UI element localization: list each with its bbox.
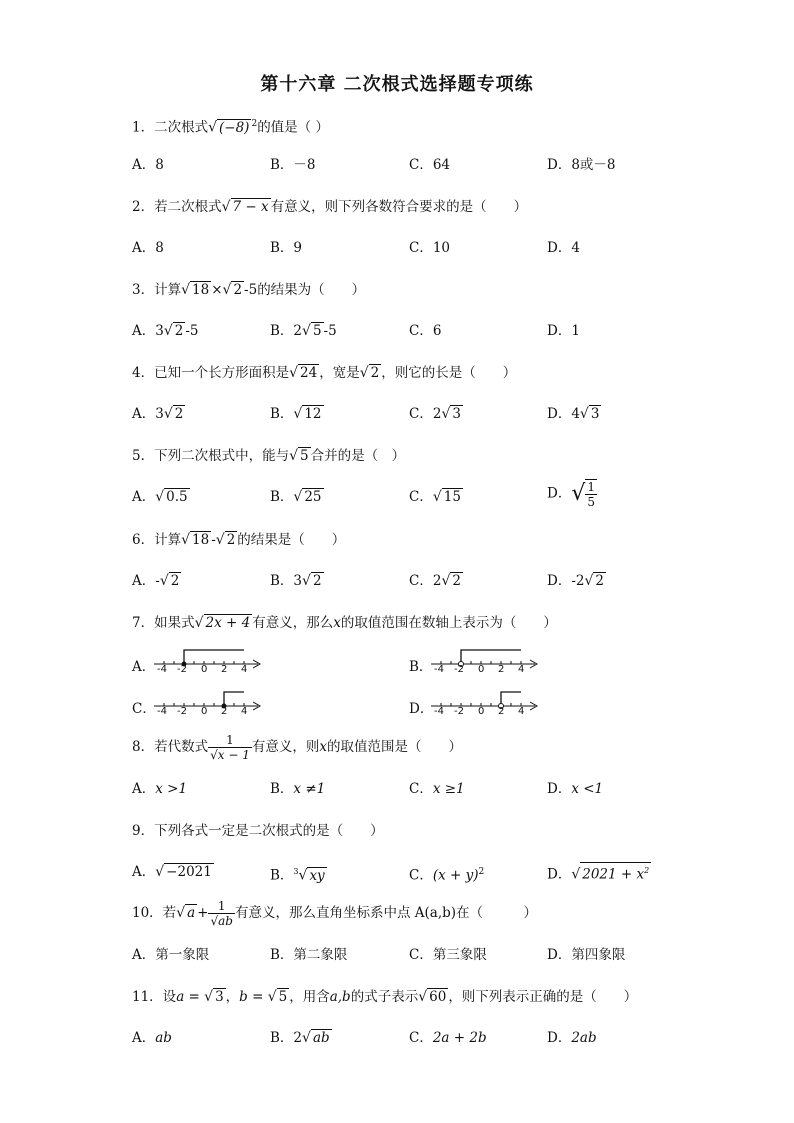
q8-a-label: A． [132, 781, 156, 797]
q9-option-c[interactable] [409, 862, 484, 886]
q2-options [132, 238, 692, 260]
q6-radicand-2: 2 [226, 532, 236, 548]
q10-plus: + [197, 905, 209, 921]
q6-prefix: 6．计算 [132, 532, 182, 548]
q8-d-label: D． [547, 781, 572, 797]
q9-options [132, 862, 692, 884]
q9-option-d[interactable]: D．√ $2021 + x^2$ [547, 862, 651, 885]
q1-options [132, 155, 692, 177]
q4-mid: ，宽是 [319, 365, 360, 381]
q3-b-coef: 2 [293, 323, 303, 339]
tick-label: -2 [177, 706, 187, 717]
q8-c-expr: x ≥1 [432, 781, 465, 797]
q8-d-expr: x <1 [571, 781, 604, 797]
q4-c-rad: 3 [452, 406, 461, 422]
q5-d-frac [585, 479, 597, 509]
q2-radicand: 7 − x [232, 199, 269, 215]
q8-c-label: C． [409, 781, 433, 797]
q5-b-label: B． [270, 489, 294, 505]
q5-c-label: C． [409, 489, 433, 505]
q11-r-b: 5 [278, 989, 288, 1005]
q3-b-tail: -5 [323, 323, 337, 339]
q3-prefix: 3．计算 [132, 282, 182, 298]
q8-prefix: 8．若代数式 [132, 739, 209, 755]
q4-option-a[interactable]: A．3√ 2 [132, 406, 184, 422]
q6-option-b[interactable]: B．3√ 2 [270, 573, 322, 589]
q6-a-rad: 2 [170, 573, 180, 589]
q3-option-d[interactable]: D．1 [547, 323, 580, 339]
q5-d-num: 1 [587, 480, 595, 494]
q9-c-label: C． [409, 867, 433, 884]
q8-num: 1 [208, 733, 252, 748]
q3-a-rad: 2 [174, 323, 184, 339]
q11-sep: ， [225, 989, 240, 1005]
q4-b-rad: 12 [304, 406, 322, 422]
q3-radicand-1: 18 [192, 282, 210, 298]
question-10: 10．若√ a + $\frac{1}{√ab}$ 有意义，那么直角坐标系中点 A(a,b)在（ ） [132, 899, 538, 928]
q6-d-rad: 2 [595, 573, 604, 589]
q1-radicand: (−8) [219, 119, 250, 136]
q5-a-label: A． [132, 489, 156, 505]
question-5: 5．下列二次根式中，能与√ 5 合并的是（ ） [132, 448, 406, 464]
question-11: 11．设a = √ 3 ，b = √ 5 ，用含a,b的式子表示√ 60 ，则下列表示正确的是（ ） [132, 989, 638, 1005]
q11-mid: ，用含 [289, 989, 330, 1005]
q4-d-label: D． [547, 406, 572, 422]
q11-mid2: 的式子表示 [350, 989, 419, 1005]
question-3: 3．计算√ 18 ×√ 2 -5的结果为（ ） [132, 282, 366, 298]
q9-b-rad: xy [309, 867, 325, 884]
question-6: 6．计算√ 18 -√ 2 的结果是（ ） [132, 532, 346, 548]
q4-radicand-1: 24 [300, 365, 318, 381]
tick-label: 4 [518, 664, 525, 675]
q5-option-a[interactable]: A．√ 0.5 [132, 489, 188, 505]
q9-b-label: B． [270, 867, 294, 884]
q6-options [132, 571, 692, 593]
q2-option-d[interactable]: D．4 [547, 240, 580, 256]
q10-radicand: a [187, 905, 196, 921]
q11-option-a[interactable] [132, 1028, 172, 1048]
q11-c-expr: 2a + 2b [432, 1030, 487, 1046]
q1-suffix: 的值是（ ） [257, 119, 329, 136]
q3-radicand-2: 2 [233, 282, 243, 298]
tick-label: -4 [434, 664, 444, 675]
q7-radicand: 2x + 4 [205, 615, 251, 631]
q10-fraction: $\frac{1}{√ab}$ [210, 899, 233, 928]
q1-prefix: 1．二次根式 [132, 119, 209, 136]
q2-option-c[interactable]: C．10 [409, 240, 451, 256]
q3-a-label: A． [132, 323, 156, 339]
q11-a-label: A． [132, 1030, 156, 1046]
q7-option-d-label[interactable]: D． [409, 701, 434, 717]
q3-options [132, 321, 692, 343]
q8-suffix: 的取值范围是（ ） [326, 739, 462, 755]
q5-radicand: 5 [300, 448, 309, 464]
q11-b-eq: b = [239, 989, 268, 1005]
q11-prefix: 11．设 [132, 989, 177, 1005]
q7-suffix: 的取值范围在数轴上表示为（ ） [340, 615, 557, 631]
tick-label: 4 [241, 706, 248, 717]
q5-option-d[interactable]: D．√ $\frac{1}{5}$ [547, 480, 595, 509]
q5-option-c[interactable]: C．√ 15 [409, 489, 461, 505]
q9-option-b[interactable]: B．$^3$√ xy [270, 867, 325, 884]
q11-a-expr: ab [155, 1030, 172, 1046]
q8-fraction: $\frac{1}{√x - 1}$ [210, 733, 250, 762]
q5-prefix: 5．下列二次根式中，能与 [132, 448, 290, 464]
q10-option-a[interactable]: A．第一象限 [132, 947, 210, 963]
q8-option-c[interactable] [409, 779, 465, 799]
q4-radicand-2: 2 [370, 365, 380, 381]
q7-option-a-label[interactable]: A． [132, 659, 156, 675]
tick-label: 2 [498, 706, 505, 717]
q6-b-label: B． [270, 573, 294, 589]
q11-suffix: ，则下列表示正确的是（ ） [448, 989, 638, 1005]
q8-var: x [319, 739, 327, 755]
q11-option-d[interactable] [547, 1028, 597, 1048]
tick-label: 0 [478, 706, 485, 717]
q3-b-label: B． [270, 323, 294, 339]
tick-label: 0 [201, 664, 208, 675]
q6-c-coef: 2 [432, 573, 442, 589]
q11-d-label: D． [547, 1030, 572, 1046]
q4-d-coef: 4 [571, 406, 580, 422]
q7-option-c-label[interactable]: C． [132, 701, 156, 717]
q9-b-index: 3 [293, 867, 299, 876]
q5-suffix: 合并的是（ ） [310, 448, 406, 464]
q11-r-a: 3 [215, 989, 224, 1005]
q9-d-rad-wrap [580, 862, 651, 883]
q5-a-rad: 0.5 [166, 489, 188, 505]
q5-d-den: 5 [587, 495, 595, 509]
q6-option-a[interactable]: A．-√ 2 [132, 573, 180, 589]
q11-r-60: 60 [429, 989, 447, 1005]
q6-a-coef: - [155, 573, 160, 589]
q6-c-label: C． [409, 573, 433, 589]
q7-c-ticks [152, 706, 268, 720]
q11-option-c[interactable] [409, 1028, 487, 1048]
q4-d-rad: 3 [590, 406, 600, 422]
q6-minus: - [211, 532, 216, 548]
q6-b-coef: 3 [293, 573, 303, 589]
tick-label: 2 [221, 664, 228, 675]
q9-c-exp: 2 [478, 867, 485, 877]
question-1: 1．二次根式√ (−8) $^2$的值是（ ） [132, 119, 329, 136]
q3-option-c[interactable]: C．6 [409, 323, 442, 339]
q7-option-b-label[interactable]: B． [409, 659, 433, 675]
q8-option-d[interactable] [547, 779, 603, 799]
q2-prefix: 2．若二次根式 [132, 199, 222, 215]
q3-b-rad: 5 [312, 323, 322, 339]
q7-mid: 有意义，那么 [252, 615, 334, 631]
q11-options [132, 1028, 692, 1050]
q5-option-b[interactable]: B．√ 25 [270, 489, 322, 505]
q10-option-d[interactable]: D．第四象限 [547, 947, 626, 963]
q1-exp: 2 [251, 119, 258, 129]
q5-c-rad: 15 [443, 489, 461, 505]
q9-a-label: A． [132, 864, 156, 880]
q6-option-c[interactable]: C．2√ 2 [409, 573, 461, 589]
q8-option-b[interactable] [270, 779, 325, 799]
q10-num: 1 [208, 899, 235, 914]
q7-prefix: 7．如果式 [132, 615, 195, 631]
q8-mid: 有意义，则 [251, 739, 320, 755]
q2-option-a[interactable]: A．8 [132, 240, 164, 256]
q1-option-d[interactable]: D．8或－8 [547, 157, 616, 173]
q6-c-rad: 2 [452, 573, 461, 589]
question-7: 7．如果式√ 2x + 4 有意义，那么x的取值范围在数轴上表示为（ ） [132, 615, 557, 631]
q11-c-label: C． [409, 1030, 433, 1046]
q6-suffix: 的结果是（ ） [237, 532, 346, 548]
q8-den: x − 1 [217, 748, 250, 762]
q7-var: x [333, 615, 341, 631]
q6-radicand-1: 18 [192, 532, 210, 548]
q5-b-rad: 25 [304, 489, 322, 505]
q10-suffix: 有意义，那么直角坐标系中点 A(a,b)在（ ） [234, 905, 538, 921]
q5-d-label: D． [547, 485, 572, 502]
q7-b-ticks [429, 664, 545, 678]
q3-suffix: 的结果为（ ） [257, 282, 366, 298]
question-9: 9．下列各式一定是二次根式的是（ ） [132, 823, 384, 839]
q4-option-d[interactable]: D．4√ 3 [547, 406, 600, 422]
q1-option-b[interactable]: B．－8 [270, 157, 316, 173]
q7-a-ticks [152, 664, 268, 678]
tick-label: 4 [241, 664, 248, 675]
q6-d-coef: -2 [571, 573, 585, 589]
q2-option-b[interactable]: B．9 [270, 240, 303, 256]
q6-b-rad: 2 [312, 573, 322, 589]
q4-a-label: A． [132, 406, 156, 422]
q9-option-a[interactable]: A．√ −2021 [132, 864, 212, 880]
page-title: 第十六章 二次根式选择题专项练 [260, 74, 534, 95]
q9-d-label: D． [547, 866, 572, 883]
q3-option-a[interactable]: A．3√ 2 -5 [132, 323, 199, 339]
q8-b-label: B． [270, 781, 294, 797]
q9-d-exp: 2 [644, 866, 650, 875]
q7-d-ticks [429, 706, 545, 720]
tick-label: -4 [434, 706, 444, 717]
tick-label: 4 [518, 706, 525, 717]
q3-minus: -5 [244, 282, 258, 298]
tick-label: 0 [201, 706, 208, 717]
q4-suffix: ，则它的长是（ ） [381, 365, 517, 381]
q10-options [132, 945, 692, 967]
q11-a-eq: a = [176, 989, 205, 1005]
q1-option-a[interactable]: A．8 [132, 157, 164, 173]
tick-label: 2 [221, 706, 228, 717]
tick-label: 2 [498, 664, 505, 675]
question-2: 2．若二次根式√ 7 − x 有意义，则下列各数符合要求的是（ ） [132, 199, 528, 215]
q10-prefix: 10．若 [132, 905, 177, 921]
tick-label: -4 [157, 706, 167, 717]
q6-a-label: A． [132, 573, 156, 589]
q11-vars: a,b [329, 989, 351, 1005]
q4-prefix: 4．已知一个长方形面积是 [132, 365, 290, 381]
q10-option-c[interactable]: C．第三象限 [409, 947, 487, 963]
tick-label: -2 [177, 664, 187, 675]
question-8 [132, 730, 462, 764]
q10-den: ab [218, 914, 233, 928]
q11-b-label: B． [270, 1030, 294, 1046]
q9-c-expr: (x + y) [432, 867, 479, 884]
q9-d-rad: 2021 + x [582, 866, 645, 883]
q3-times: × [211, 282, 223, 298]
q1-option-c[interactable]: C．64 [409, 157, 451, 173]
tick-label: -4 [157, 664, 167, 675]
q4-c-label: C． [409, 406, 433, 422]
q4-a-rad: 2 [174, 406, 184, 422]
q8-b-expr: x ≠1 [293, 781, 326, 797]
q6-option-d[interactable]: D．-2√ 2 [547, 573, 604, 589]
q4-c-coef: 2 [432, 406, 442, 422]
q4-b-label: B． [270, 406, 294, 422]
q11-b-coef: 2 [293, 1030, 303, 1046]
question-4: 4．已知一个长方形面积是√ 24 ，宽是√ 2 ，则它的长是（ ） [132, 365, 517, 381]
q11-option-b[interactable]: B．2√ ab [270, 1030, 330, 1046]
q2-suffix: 有意义，则下列各数符合要求的是（ ） [270, 199, 528, 215]
tick-label: -2 [454, 706, 464, 717]
q8-option-a[interactable] [132, 779, 187, 799]
q6-d-label: D． [547, 573, 572, 589]
q9-a-rad: −2021 [166, 864, 212, 880]
q4-a-coef: 3 [155, 406, 164, 422]
tick-label: 0 [478, 664, 485, 675]
q10-option-b[interactable]: B．第二象限 [270, 947, 348, 963]
q11-b-rad: ab [312, 1030, 330, 1046]
q11-d-expr: 2ab [571, 1030, 597, 1046]
q3-a-tail: -5 [185, 323, 199, 339]
q4-option-c[interactable]: C．2√ 3 [409, 406, 461, 422]
q8-a-expr: x >1 [155, 781, 188, 797]
q4-option-b[interactable]: B．√ 12 [270, 406, 322, 422]
q5-options [132, 480, 692, 509]
tick-label: -2 [454, 664, 464, 675]
q3-option-b[interactable]: B．2√ 5 -5 [270, 323, 337, 339]
q3-a-coef: 3 [155, 323, 164, 339]
q8-options [132, 779, 692, 801]
q4-options [132, 404, 692, 426]
